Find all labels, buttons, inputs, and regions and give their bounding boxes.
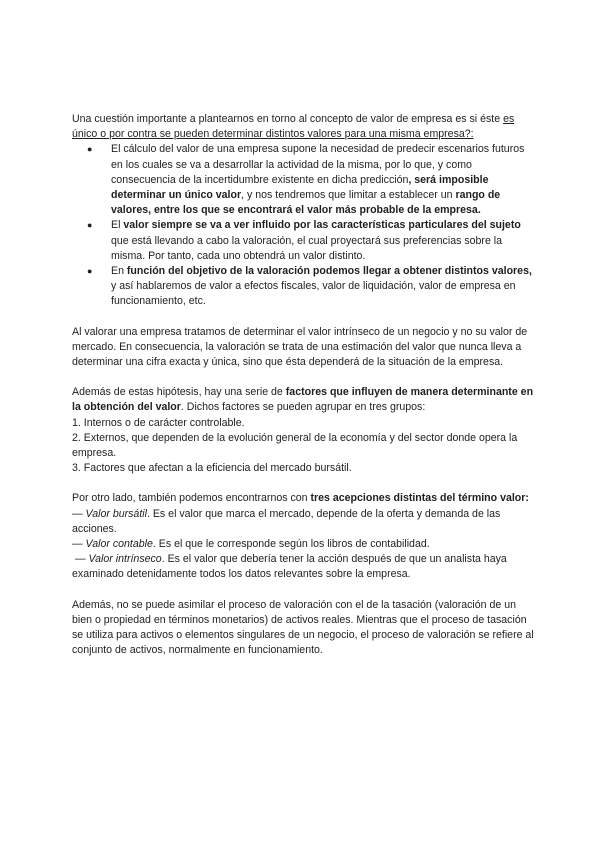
factor-item: 1. Internos o de carácter controlable.	[72, 416, 245, 429]
bullet-item: ● El valor siempre se va a ver influido por las características particulares del sujeto que está llevando a cabo la valoración, el cual proyectará sus preferencias sobre la misma. Por tanto, cada uno obtendrá un valor distinto.	[87, 219, 521, 262]
definition-item: — Valor contable. Es el que le corresponde según los libros de contabilidad.	[72, 538, 430, 551]
bullet-dot-icon: ●	[87, 220, 93, 231]
intro-line-1: Una cuestión importante a plantearnos en torno al concepto de valor de empresa es si éste	[72, 113, 501, 125]
definition-item: — Valor intrínseco. Es el valor que debería tener la acción después de que un analista haya examinado detenidamente todos los datos relevantes sobre la empresa.	[72, 553, 507, 581]
bullet-item: ● En función del objetivo de la valoración podemos llegar a obtener distintos valores, y así hablaremos de valor a efectos fiscales, valor de liquidación, valor de empresa en funcionamiento, etc.	[87, 265, 532, 308]
bullet-dot-icon: ●	[87, 266, 93, 277]
document-body	[72, 112, 534, 659]
factor-item: 2. Externos, que dependen de la evolución general de la economía y del sector donde opera la empresa.	[72, 431, 518, 460]
factor-item: 3. Factores que afectan a la eficiencia del mercado bursátil.	[72, 462, 352, 475]
paragraph-factores: Además de estas hipótesis, hay una serie de factores que influyen de manera determinante en la obtención del valor. Dichos factores se pueden agrupar en tres grupos:	[72, 386, 534, 414]
intro-line-2-underlined: es único o por contra se pueden determinar distintos valores para una misma empresa?:	[72, 113, 515, 141]
bullet-list	[72, 142, 534, 309]
bullet-dot-icon: ●	[87, 144, 93, 155]
bullet-item: ● El cálculo del valor de una empresa supone la necesidad de predecir escenarios futuros en los cuales se va a desarrollar la actividad de la misma, por lo que, y como consecuencia de la incertidumbre existente en dicha predicción, será imposible determinar un único valor, y nos tendremos que limitar a establecer un rango de valores, entre los que se encontrará el valor más probable de la empresa.	[87, 143, 525, 217]
paragraph-tasacion: Además, no se puede asimilar el proceso de valoración con el de la tasación (valoración de un bien o propiedad en términos monetarios) de activos reales. Mientras que el proceso de tasación se utiliza para activos o elementos singulares de un negocio, el proceso de valoración se refiere al conjunto de activos, normalmente en funcionamiento.	[72, 598, 534, 657]
intro-paragraph	[72, 112, 534, 142]
definition-item: — Valor bursátil. Es el valor que marca el mercado, depende de la oferta y demanda de las acciones.	[72, 507, 501, 535]
paragraph-acepciones: Por otro lado, también podemos encontrarnos con tres acepciones distintas del término valor:	[72, 492, 529, 505]
paragraph-valor-intrinseco: Al valorar una empresa tratamos de determinar el valor intrínseco de un negocio y no su valor de mercado. En consecuencia, la valoración se trata de una estimación del valor que nunca lleva a determinar una cifra exacta y única, sino que ésta dependerá de la situación de la empresa.	[72, 325, 528, 369]
